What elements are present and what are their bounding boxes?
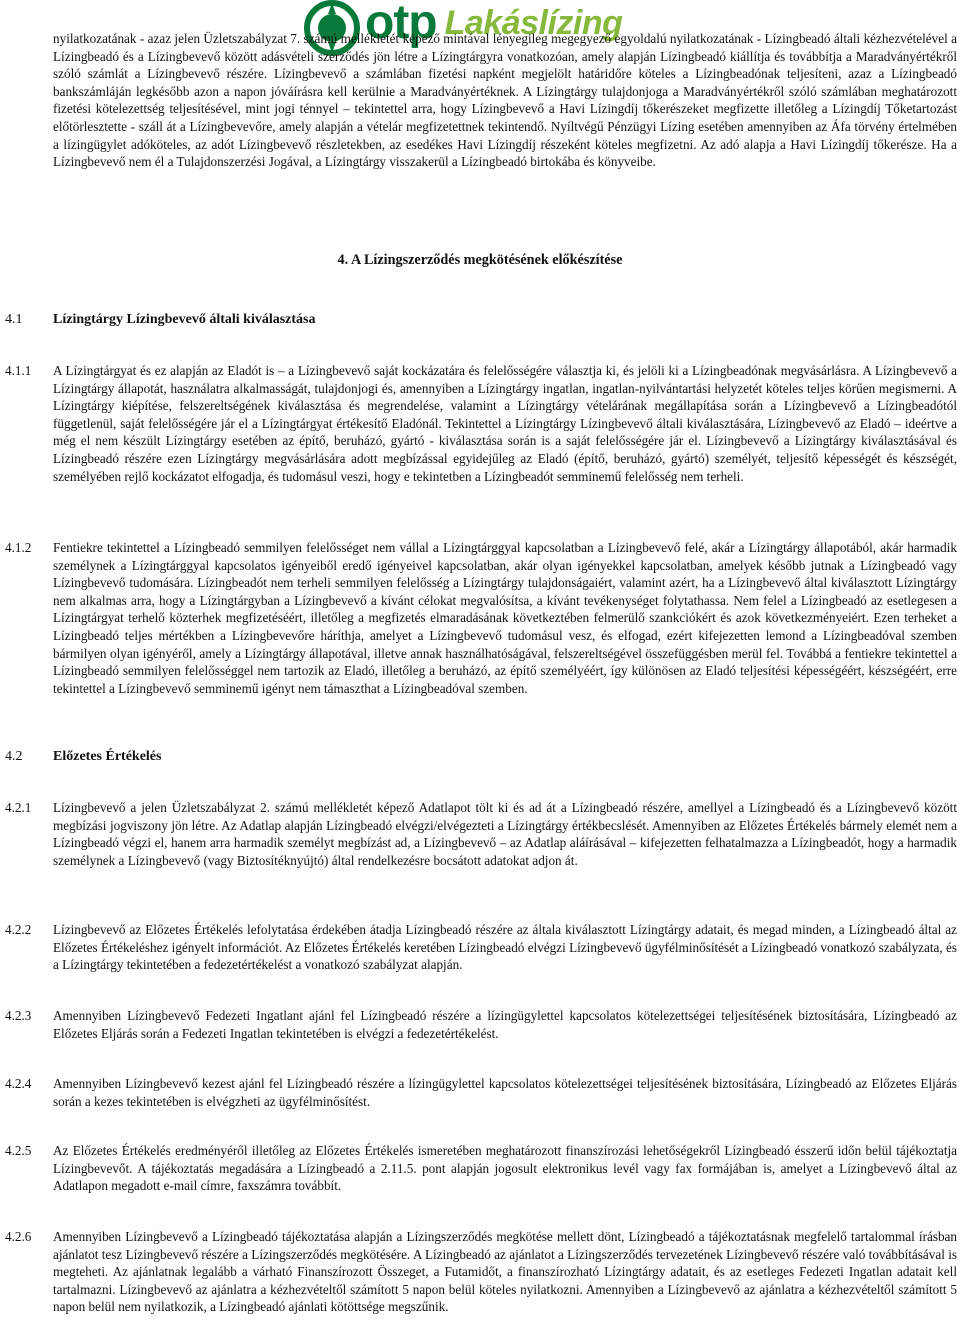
paragraph-text: Amennyiben Lízingbevevő Fedezeti Ingatlant ajánl fel Lízingbeadó részére a lízingügylettel kapcsolatos kötelezettségei teljesítésének biztosítására, Lízingbeadó az Előzetes Eljárás során a Fedezeti Ingatlan tekintetében is elvégzi a fedezetértékelést. <box>53 1008 957 1041</box>
section-title: Előzetes Értékelés <box>53 749 162 764</box>
chapter-heading: 4. A Lízingszerződés megkötésének előkészítése <box>337 252 623 268</box>
section-number: 4.1 <box>5 312 23 327</box>
logo-product-text: Lakáslízing <box>444 4 623 42</box>
paragraph-text: Amennyiben Lízingbevevő kezest ajánl fel Lízingbeadó részére a lízingügylettel kapcsolatos kötelezettségei teljesítésének biztosítására, Lízingbeadó az Előzetes Eljárás során a kezes tekintetében is elvégzheti az ügyfélminősítést. <box>53 1076 957 1109</box>
paragraph-4-2-1 <box>5 799 957 869</box>
paragraph-4-1-2 <box>5 539 957 697</box>
paragraph-number: 4.2.6 <box>5 1229 32 1244</box>
section-4-1-heading <box>5 312 957 328</box>
paragraph-text: Lízingbevevő a jelen Üzletszabályzat 2. számú mellékletét képező Adatlapot tölt ki és ad át a Lízingbeadó részére, amellyel a Lízingbeadó és a Lízingbevevő között megbízási jogviszony jön létre. Az Adatlap alapján Lízingbeadó elvégzi/elvégezteti a Lízingtárgy értékbecslését. Amennyiben az Előzetes Értékelés bármely elemét nem a Lízingbeadó végzi el, hanem arra harmadik személyt megbízást ad, a Lízingbevevő – az Adatlap aláírásával – kifejezetten felhatalmazza a Lízingbeadót, hogy a harmadik személynek a Lízingbevevő (vagy Biztosítéknyújtó) által rendelkezésre bocsátott adatokat adjon át. <box>53 800 957 868</box>
paragraph-4-2-4 <box>5 1075 957 1110</box>
paragraph-number: 4.2.4 <box>5 1076 32 1091</box>
paragraph-text: Amennyiben Lízingbevevő a Lízingbeadó tájékoztatása alapján a Lízingszerződés megkötése mellett dönt, Lízingbeadó a tájékoztatásnak megfelelő tartalommal írásban ajánlatot tesz Lízingbevevő részére a Lízingszerződés megkötésére. A Lízingbeadó az ajánlatot a Lízingszerződés tervezetének Lízingbevevő részére való továbbításával is megteheti. Az ajánlatnak legalább a várható Finanszírozott Összeget, a Futamidőt, a finanszírozható Lízingtárgy adatait, és az esetleges Fedezeti Ingatlan adatait kell tartalmazni. Lízingbevevő az ajánlatra a kézhezvételtől számított 5 napon belül köteles nyilatkozni. Amennyiben a Lízingbevevő az ajánlatra a kézhezvételtől számított 5 napon belül nem nyilatkozik, a Lízingbeadó ajánlati kötöttsége megszűnik. <box>53 1229 957 1315</box>
paragraph-text: A Lízingtárgyat és ez alapján az Eladót is – a Lízingbevevő saját kockázatára és felelősségére választja ki, és jelöli ki a Lízingbeadónak megvásárlásra. A Lízingbevevő a Lízingtárgy állapotát, használatra alkalmasságát, tulajdonjogi és, amennyiben a Lízingtárgy ingatlan, ingatlan-nyilvántartási helyzetét köteles teljes körűen megismerni. A Lízingtárgy kiépítése, felszereltségének kiválasztása és megrendelése, valamint a Lízingtárgy vételárának megállapítása során a Lízingbevevő a Lízingbeadótól függetlenül, saját felelősségére jár el a Lízingtárgyat értékesítő Eladónál. Tekintettel a Lízingtárgy Lízingbevevő általi kiválasztására, Lízingbevevő az Eladó – ideértve a még el nem készült Lízingtárgy esetében az építő, beruházó, gyártó - kiválasztása során is a saját felelősségére jár el. Lízingbevevő a Lízingtárgy kiválasztásával és Lízingbeadó részére ezen Lízingtárgy megvásárlására adott megbízással egyidejűleg az Eladó (építő, beruházó, gyártó) személyét, teljesítő képességét és készségét, személyében rejlő kockázatot elfogadja, és tudomásul veszi, hogy e tekintetben a Lízingbeadót semminemű felelősség nem terheli. <box>53 363 957 484</box>
paragraph-number: 4.1.1 <box>5 363 32 378</box>
paragraph-text: Fentiekre tekintettel a Lízingbeadó semmilyen felelősséget nem vállal a Lízingtárggyal kapcsolatban a Lízingbevevő felé, akár a Lízingtárgy állapotából, akár harmadik személynek a Lízingtárggyal kapcsolatos igényeiből eredő igényeivel kapcsolatban, akár olyan igényekkel kapcsolatban, amelyek később jutnak a Lízingbeadó vagy Lízingbevevő tudomására. Lízingbeadót nem terheli semmilyen felelősség a Lízingtárgy tulajdonságaiért, valamint azért, ha a Lízingbevevő által kiválasztott Lízingtárgy nem alkalmas arra, hogy a Lízingtárgyban a Lízingbevevő a kívánt célokat megvalósítsa, a kívánt tevékenységet folytathassa. Nem felel a Lízingbeadó az esetlegesen a Lízingtárgyat terhelő közterhek megfizetéséért, illetőleg a megfizetés elmaradásának következtében felmerülő szankciókért és azok következményeiért. Ezen terheket a Lízingbeadó teljes mértékben a Lízingbevevőre háríthja, amelyet a Lízingbevevő tudomásul vesz, és elfogad, ezért kifejezetten lemond a Lízingbeadóval szemben bármilyen olyan igényéről, amely a Lízingtárgy állapotával, illetve annak használhatóságával, felszereltségével összefüggésben merül fel. Továbbá a fentiekre tekintettel a Lízingbeadó semmilyen felelősséggel nem tartozik az Eladó, illetőleg a beruházó, az építő személyéért, így különösen az Eladó teljesítési képességéért, készségéért, erre tekintettel a Lízingbevevő semminemű igényt nem támaszthat a Lízingbeadóval szemben. <box>53 540 957 696</box>
paragraph-number: 4.2.5 <box>5 1143 32 1158</box>
section-number: 4.2 <box>5 749 23 764</box>
paragraph-number: 4.2.1 <box>5 800 32 815</box>
paragraph-4-2-6 <box>5 1228 957 1316</box>
paragraph-4-2-2 <box>5 921 957 974</box>
section-4-2-heading <box>5 749 957 765</box>
paragraph-4-2-3 <box>5 1007 957 1042</box>
logo-brand-text: otp <box>365 0 437 49</box>
paragraph-number: 4.2.3 <box>5 1008 32 1023</box>
paragraph-text: Az Előzetes Értékelés eredményéről illetőleg az Előzetes Értékelés ismeretében meghatározott finanszírozási lehetőségekről Lízingbeadó ésszerű időn belül tájékoztatja Lízingbevevőt. A tájékoztatás megadására a Lízingbeadó a 2.11.5. pont alapján jogosult elektronikus levél vagy fax formájában is, amelyet a Lízingbevevő által az Adatlapon megadott e-mail címre, faxszámra továbbít. <box>53 1143 957 1194</box>
paragraph-number: 4.2.2 <box>5 922 32 937</box>
paragraph-4-1-1 <box>5 362 957 485</box>
paragraph-text: Lízingbevevő az Előzetes Értékelés lefolytatása érdekében átadja Lízingbeadó részére az általa kiválasztott Lízingtárgy adatait, és megad minden, a Lízingbeadó által az Előzetes Értékeléshez igényelt információt. Az Előzetes Értékelés keretében Lízingbeadó elvégzi Lízingbevevő ügyfélminősítését a Lízingbeadó vonatkozó szabályzata, és a Lízingtárgy tekintetében a fedezetértékelést a vonatkozó szabályzat alapján. <box>53 922 957 973</box>
paragraph-4-2-5 <box>5 1142 957 1195</box>
intro-paragraph: nyilatkozatának - azaz jelen Üzletszabályzat 7. számú mellékletét képező mintával lényegileg megegyező egyoldalú nyilatkozatának - Lízingbeadó általi kézhezvételével a Lízingbeadó és a Lízingbevevő között adásvételi szerződés jön létre a Lízingtárgyra vonatkozóan, amely alapján Lízingbeadó kiállítja és továbbítja a Maradványértékről szóló számlát a Lízingbevevő részére. Lízingbevevő a számlában fizetési napként megjelölt határidőre köteles a Lízingbeadónak teljesíteni, azaz a Lízingbeadó bankszámláján legkésőbb azon a napon jóváírásra kell kerülnie a Maradványértéknek. A Lízingtárgy tulajdonjoga a Maradványértékről szóló számlában meghatározott fizetési kötelezettség teljesítésével, mint jogi ténnyel – tekintettel arra, hogy Lízingbevevő a Havi Lízingdíj tőkerészeket megfizette illetőleg a Lízingdíj Tőketartozást előtörlesztette - száll át a Lízingbevevőre, amely alapján a vételár megfizetettnek tekintendő. Nyíltvégű Pénzügyi Lízing esetében amennyiben az Áfa törvény értelmében a lízingügylet adóköteles, az adót Lízingbevevő részletekben, az esedékes Havi Lízingdíj részeként köteles megfizetni. Az adó alapja a Havi Lízingdíj tőkerésze. Ha a Lízingbevevő nem él a Tulajdonszerzési Jogával, a Lízingtárgy visszakerül a Lízingbeadó birtokába és könyveibe. <box>53 31 957 170</box>
paragraph-number: 4.1.2 <box>5 540 32 555</box>
section-title: Lízingtárgy Lízingbevevő általi kiválasztása <box>53 312 316 327</box>
